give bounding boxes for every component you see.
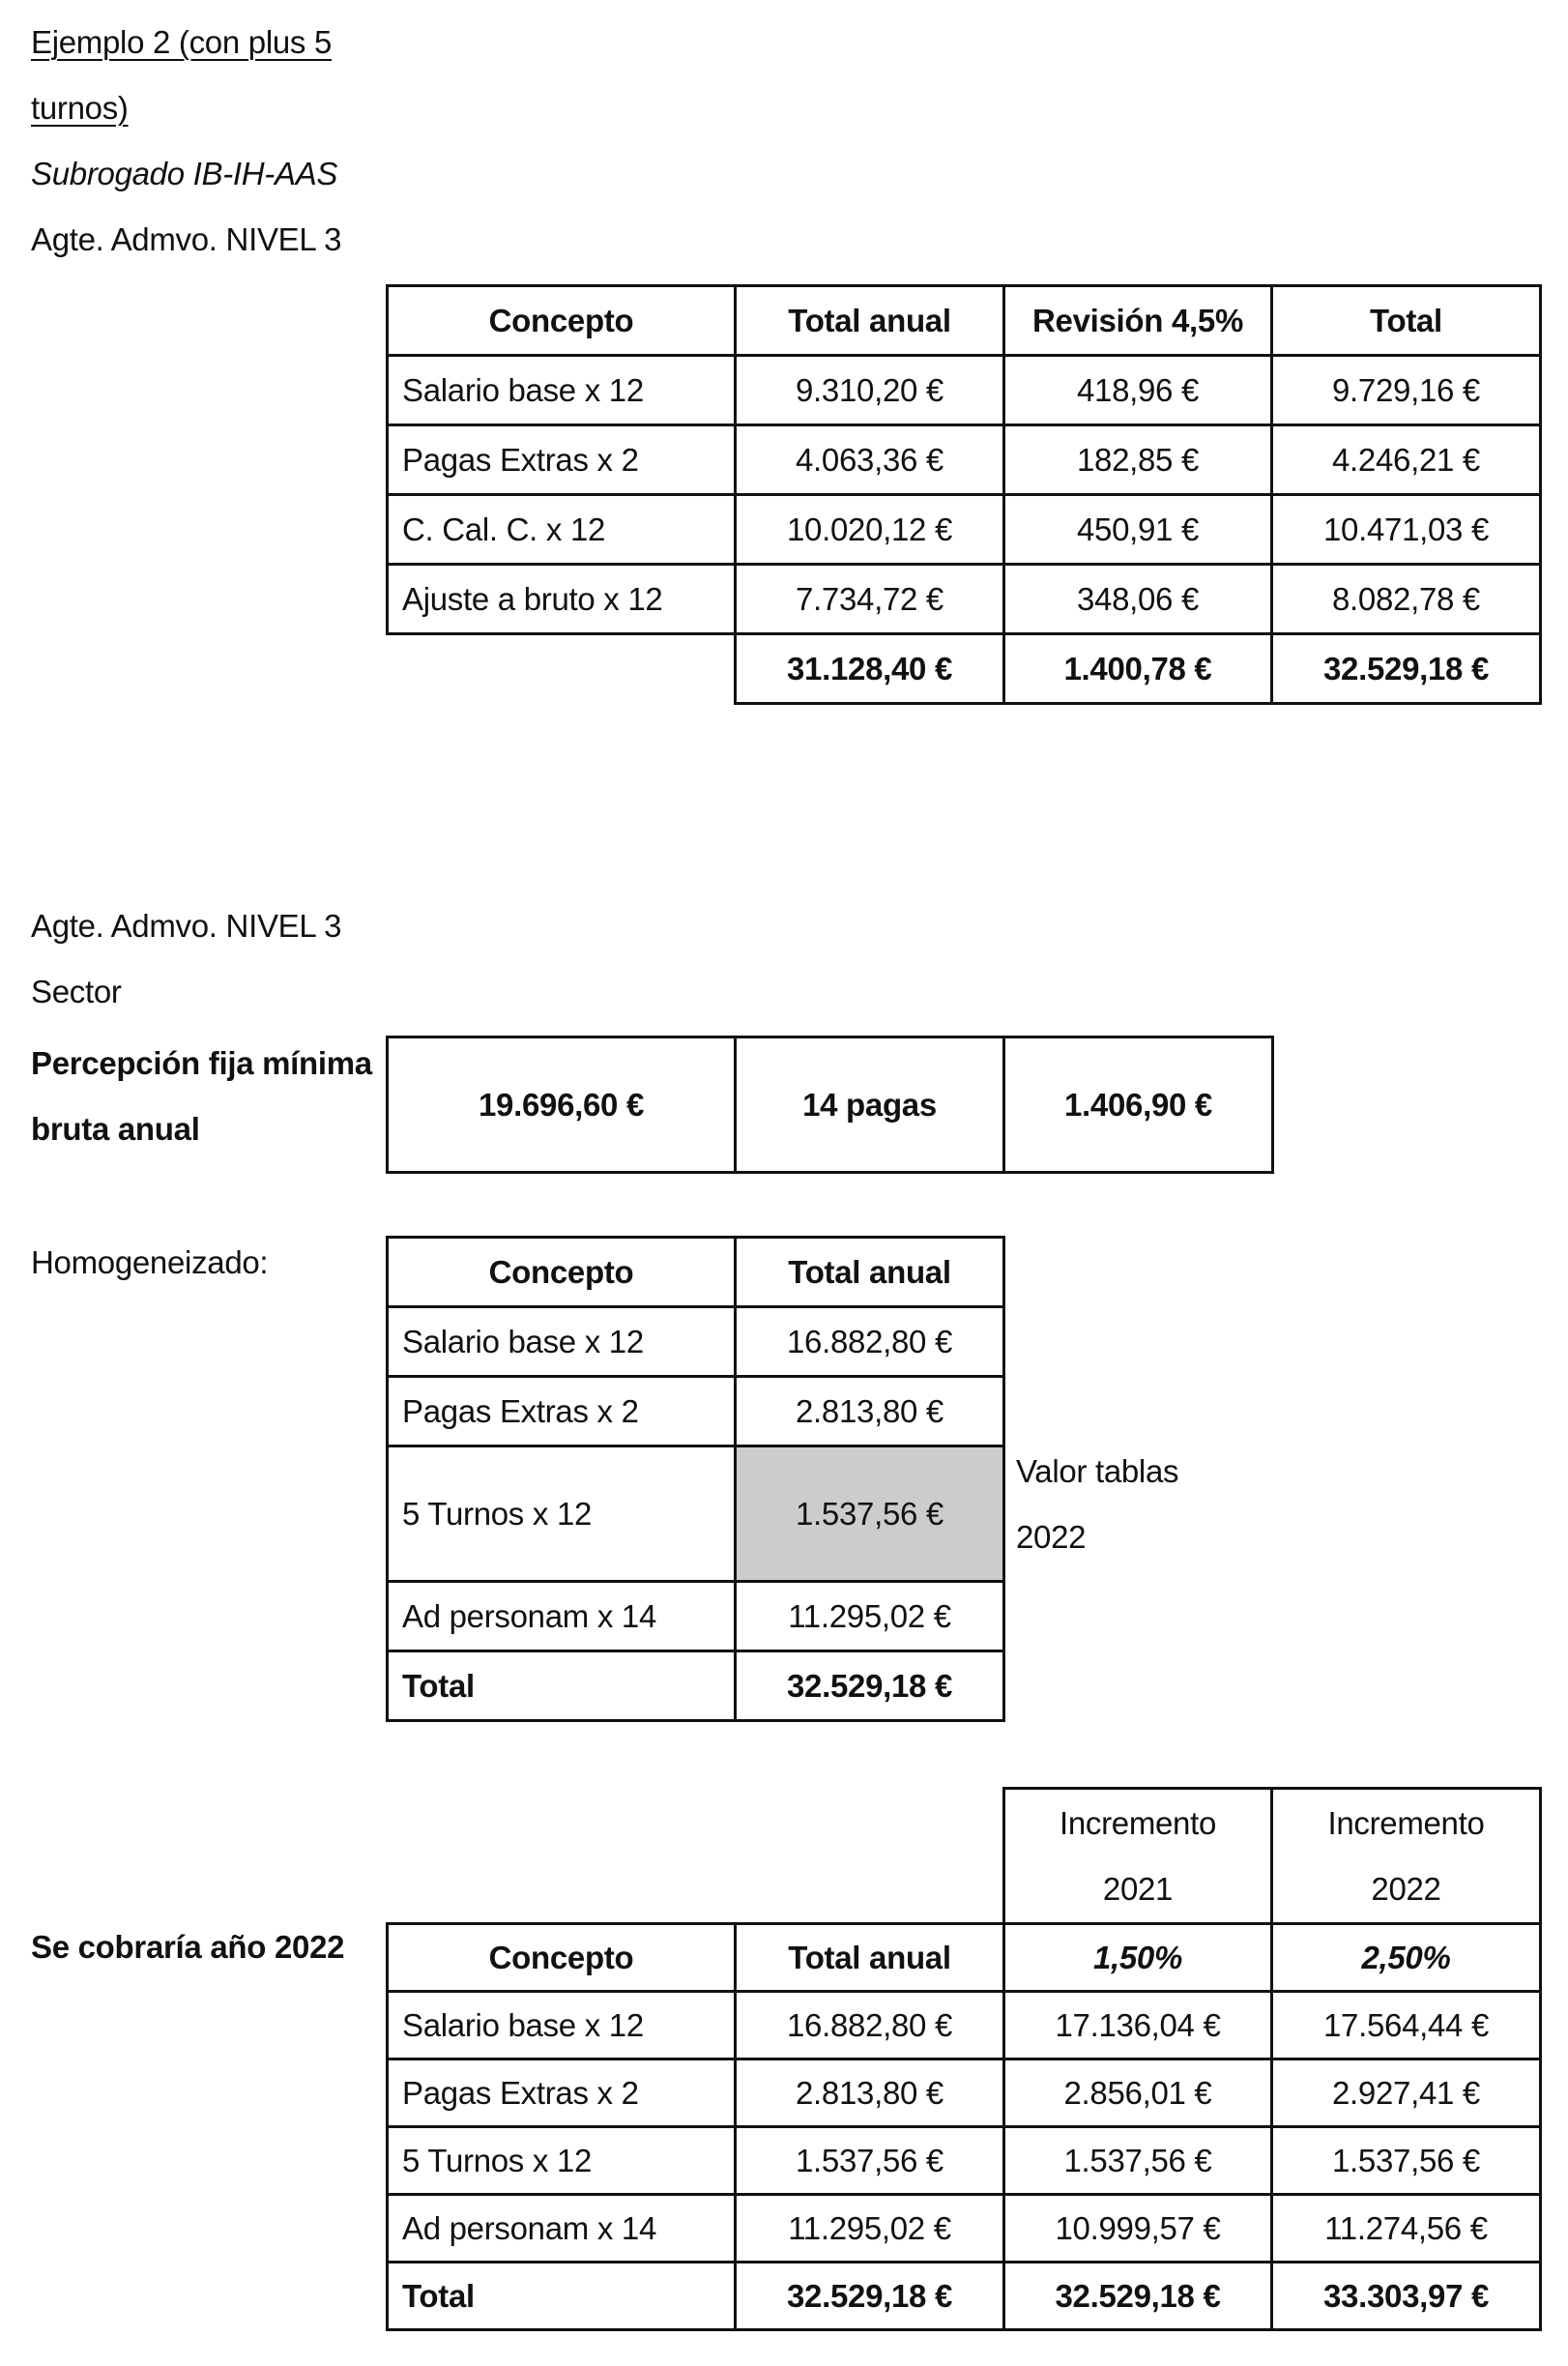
table-row (388, 1446, 1004, 1582)
value-cell: 1.537,56 € (736, 2127, 1004, 2195)
concept-cell: C. Cal. C. x 12 (388, 495, 736, 565)
value-cell: 17.136,04 € (1004, 1992, 1272, 2059)
table-header-row (388, 1924, 1541, 1992)
total-cell: 32.529,18 € (1272, 634, 1541, 704)
column-header: 2,50% (1272, 1924, 1541, 1992)
column-header: Revisión 4,5% (1004, 286, 1272, 356)
column-header: Total (1272, 286, 1541, 356)
sector-label: Sector (31, 974, 122, 1009)
value-cell: 1.537,56 € (1004, 2127, 1272, 2195)
monthly-amount-cell: 1.406,90 € (1004, 1037, 1273, 1173)
annual-amount-cell: 19.696,60 € (388, 1037, 736, 1173)
column-header: Total anual (736, 1238, 1004, 1307)
total-cell: 32.529,18 € (736, 1651, 1004, 1721)
column-header: Concepto (388, 1238, 736, 1307)
minimum-salary-table (386, 1036, 1274, 1174)
concept-cell: 5 Turnos x 12 (388, 2127, 736, 2195)
table-row (388, 2195, 1541, 2263)
homogeneizado-label: Homogeneizado: (31, 1244, 269, 1280)
note-line-2: 2022 (1016, 1519, 1087, 1555)
table-row (388, 565, 1541, 634)
table-header-row (388, 1238, 1004, 1307)
incremento-year: 2021 (1102, 1870, 1174, 1907)
table-row (388, 495, 1541, 565)
concept-cell: Pagas Extras x 2 (388, 1377, 736, 1446)
incremento-header-table (1002, 1787, 1542, 1925)
value-cell: 450,91 € (1004, 495, 1272, 565)
sector-category-label: Agte. Admvo. NIVEL 3 (31, 908, 342, 944)
table-row (388, 1992, 1541, 2059)
value-cell: 8.082,78 € (1272, 565, 1541, 634)
table-row (388, 1307, 1004, 1377)
table-row (388, 2059, 1541, 2127)
concept-cell: Ajuste a bruto x 12 (388, 565, 736, 634)
concept-cell: Salario base x 12 (388, 1307, 736, 1377)
value-cell: 4.063,36 € (736, 425, 1004, 495)
value-cell: 10.020,12 € (736, 495, 1004, 565)
value-cell: 9.310,20 € (736, 356, 1004, 425)
incremento-label: Incremento (1059, 1804, 1217, 1841)
value-cell: 418,96 € (1004, 356, 1272, 425)
concept-cell: Ad personam x 14 (388, 1582, 736, 1651)
value-cell: 2.813,80 € (736, 2059, 1004, 2127)
total-cell: 33.303,97 € (1272, 2263, 1541, 2330)
concept-cell: Ad personam x 14 (388, 2195, 736, 2263)
minimum-label-line-2: bruta anual (31, 1111, 200, 1147)
note-line-1: Valor tablas (1016, 1453, 1179, 1489)
total-cell: 1.400,78 € (1004, 634, 1272, 704)
table-row (388, 425, 1541, 495)
value-cell: 11.295,02 € (736, 2195, 1004, 2263)
value-cell: 2.813,80 € (736, 1377, 1004, 1446)
column-header: 1,50% (1004, 1924, 1272, 1992)
incremento-label: Incremento (1327, 1804, 1485, 1841)
table-row (388, 2127, 1541, 2195)
cobro-table (386, 1922, 1542, 2331)
incremento-2022-header (1272, 1789, 1541, 1924)
value-cell: 10.999,57 € (1004, 2195, 1272, 2263)
concept-cell: Salario base x 12 (388, 1992, 736, 2059)
concept-cell: 5 Turnos x 12 (388, 1446, 736, 1582)
payments-cell: 14 pagas (736, 1037, 1004, 1173)
value-cell: 10.471,03 € (1272, 495, 1541, 565)
table-header-row (388, 286, 1541, 356)
incremento-2021-header (1004, 1789, 1272, 1924)
table-row (388, 356, 1541, 425)
value-cell: 348,06 € (1004, 565, 1272, 634)
total-cell: 31.128,40 € (736, 634, 1004, 704)
concept-cell: Salario base x 12 (388, 356, 736, 425)
value-cell: 1.537,56 € (1272, 2127, 1541, 2195)
value-cell: 16.882,80 € (736, 1307, 1004, 1377)
column-header: Total anual (736, 286, 1004, 356)
total-cell: 32.529,18 € (736, 2263, 1004, 2330)
empty-cell (388, 634, 736, 704)
revision-table (386, 284, 1542, 705)
totals-row (388, 2263, 1541, 2330)
column-header: Concepto (388, 286, 736, 356)
value-cell: 2.927,41 € (1272, 2059, 1541, 2127)
category-label: Agte. Admvo. NIVEL 3 (31, 221, 342, 257)
value-cell: 7.734,72 € (736, 565, 1004, 634)
page-title-line-2: turnos) (31, 90, 129, 126)
totals-row (388, 1651, 1004, 1721)
homogeneizado-table (386, 1236, 1005, 1722)
table-row (388, 1582, 1004, 1651)
total-cell: 32.529,18 € (1004, 2263, 1272, 2330)
total-label-cell: Total (388, 2263, 736, 2330)
totals-row (388, 634, 1541, 704)
subtitle: Subrogado IB-IH-AAS (31, 156, 338, 191)
incremento-year: 2022 (1371, 1870, 1441, 1907)
column-header: Total anual (736, 1924, 1004, 1992)
concept-cell: Pagas Extras x 2 (388, 425, 736, 495)
value-cell: 9.729,16 € (1272, 356, 1541, 425)
minimum-label-line-1: Percepción fija mínima (31, 1045, 372, 1081)
value-cell: 11.295,02 € (736, 1582, 1004, 1651)
concept-cell: Pagas Extras x 2 (388, 2059, 736, 2127)
value-cell: 11.274,56 € (1272, 2195, 1541, 2263)
total-label-cell: Total (388, 1651, 736, 1721)
value-cell: 16.882,80 € (736, 1992, 1004, 2059)
table-row (388, 1037, 1273, 1173)
page-title-line-1: Ejemplo 2 (con plus 5 (31, 24, 333, 60)
table-header-row (1004, 1789, 1541, 1924)
cobro-label: Se cobraría año 2022 (31, 1929, 345, 1965)
value-cell: 17.564,44 € (1272, 1992, 1541, 2059)
value-cell: 4.246,21 € (1272, 425, 1541, 495)
highlighted-value-cell: 1.537,56 € (736, 1446, 1004, 1582)
table-row (388, 1377, 1004, 1446)
value-cell: 182,85 € (1004, 425, 1272, 495)
column-header: Concepto (388, 1924, 736, 1992)
value-cell: 2.856,01 € (1004, 2059, 1272, 2127)
